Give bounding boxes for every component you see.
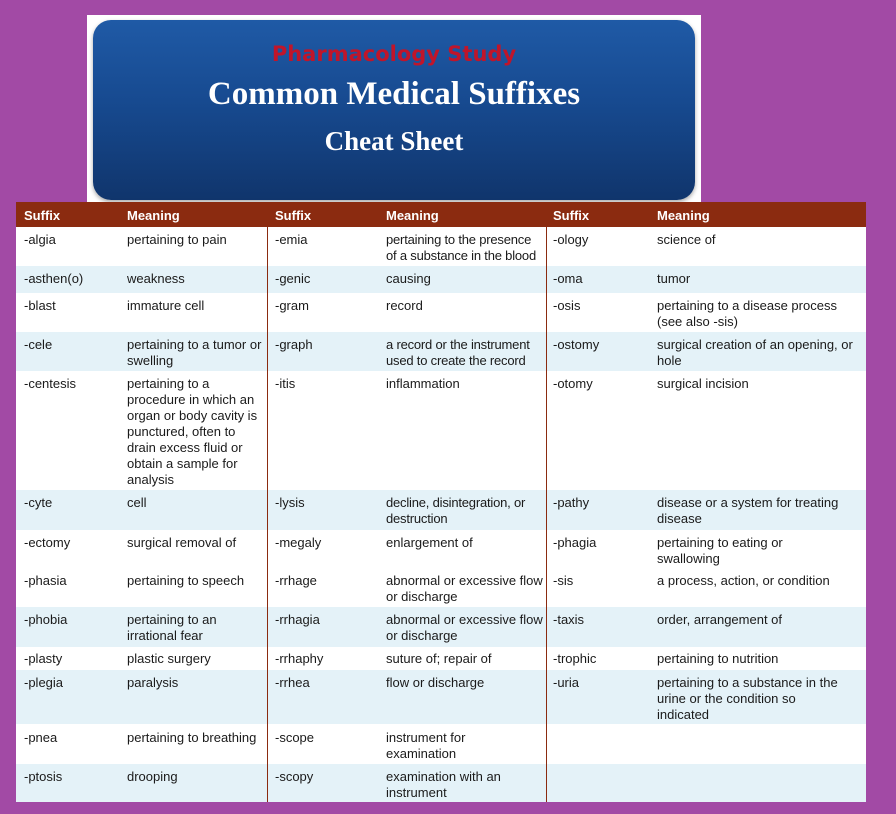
meaning-cell: pertaining to a disease process (see also -sis) — [657, 298, 837, 329]
suffix-cell: -ectomy — [24, 535, 71, 550]
meaning-cell: pertaining to an irrational fear — [127, 612, 217, 643]
column-divider — [546, 227, 547, 802]
header-suffix-1: Suffix — [24, 208, 61, 223]
meaning-cell: record — [386, 298, 423, 313]
suffix-cell: -oma — [553, 271, 583, 286]
meaning-cell: enlargement of — [386, 535, 473, 550]
suffix-cell: -ology — [553, 232, 589, 247]
meaning-cell: surgical creation of an opening, or hole — [657, 337, 853, 368]
suffix-cell: -plasty — [24, 651, 63, 666]
suffix-cell: -rrhaphy — [275, 651, 324, 666]
suffix-cell: -asthen(o) — [24, 271, 84, 286]
meaning-cell: suture of; repair of — [386, 651, 492, 666]
suffix-cell: -ptosis — [24, 769, 63, 784]
meaning-cell: examination with an instrument — [386, 769, 501, 800]
meaning-cell: pertaining to a procedure in which an organ or body cavity is punctured, often to drain excess fluid or obtain a sample for analysis — [127, 376, 258, 487]
suffix-cell: -phobia — [24, 612, 68, 627]
meaning-cell: drooping — [127, 769, 178, 784]
suffix-cell: -algia — [24, 232, 56, 247]
column-divider — [267, 227, 268, 802]
meaning-cell: abnormal or excessive flow or discharge — [386, 573, 543, 604]
suffix-cell: -uria — [553, 675, 580, 690]
meaning-cell: order, arrangement of — [657, 612, 783, 627]
suffix-cell: -rrhage — [275, 573, 317, 588]
suffix-cell: -rrhagia — [275, 612, 320, 627]
suffix-cell: -emia — [275, 232, 308, 247]
header-meaning-1: Meaning — [127, 208, 180, 223]
meaning-cell: science of — [657, 232, 716, 247]
suffix-cell: -phagia — [553, 535, 597, 550]
suffix-cell: -sis — [553, 573, 574, 588]
meaning-cell: disease or a system for treating disease — [657, 495, 839, 526]
table-header — [16, 202, 866, 227]
meaning-cell: decline, disintegration, or destruction — [386, 495, 526, 526]
meaning-cell: abnormal or excessive flow or discharge — [386, 612, 543, 643]
meaning-cell: pertaining to nutrition — [657, 651, 779, 666]
meaning-cell: plastic surgery — [127, 651, 211, 666]
suffix-cell: -scopy — [275, 769, 314, 784]
page-subtitle: Cheat Sheet — [324, 126, 464, 156]
suffix-cell: -cyte — [24, 495, 53, 510]
suffix-cell: -cele — [24, 337, 53, 352]
meaning-cell: a record or the instrument used to create the record — [386, 337, 530, 368]
suffix-cell: -taxis — [553, 612, 585, 627]
meaning-cell: flow or discharge — [386, 675, 485, 690]
meaning-cell: paralysis — [127, 675, 179, 690]
meaning-cell: pertaining to pain — [127, 232, 227, 247]
meaning-cell: tumor — [657, 271, 691, 286]
suffix-cell: -otomy — [553, 376, 593, 391]
suffix-cell: -genic — [275, 271, 311, 286]
suffix-cell: -gram — [275, 298, 309, 313]
meaning-cell: surgical removal of — [127, 535, 237, 550]
meaning-cell: inflammation — [386, 376, 460, 391]
suffix-cell: -pathy — [553, 495, 590, 510]
page-title: Common Medical Suffixes — [207, 76, 581, 112]
header-suffix-3: Suffix — [553, 208, 590, 223]
meaning-cell: causing — [386, 271, 431, 286]
suffix-cell: -megaly — [275, 535, 322, 550]
meaning-cell: pertaining to eating or swallowing — [657, 535, 783, 566]
suffix-cell: -lysis — [275, 495, 305, 510]
banner-topic: Pharmacology Study — [271, 42, 517, 66]
suffix-cell: -trophic — [553, 651, 597, 666]
suffix-cell: -osis — [553, 298, 581, 313]
meaning-cell: weakness — [127, 271, 185, 286]
suffix-cell: -blast — [24, 298, 56, 313]
meaning-cell: pertaining to a tumor or swelling — [127, 337, 262, 368]
meaning-cell: instrument for examination — [386, 730, 466, 761]
suffix-cell: -plegia — [24, 675, 64, 690]
meaning-cell: immature cell — [127, 298, 205, 313]
suffix-cell: -pnea — [24, 730, 58, 745]
suffix-cell: -rrhea — [275, 675, 310, 690]
suffix-cell: -centesis — [24, 376, 77, 391]
suffix-cell: -phasia — [24, 573, 67, 588]
title-banner — [93, 20, 695, 200]
meaning-cell: pertaining to speech — [127, 573, 245, 588]
meaning-cell: pertaining to breathing — [127, 730, 257, 745]
header-meaning-2: Meaning — [386, 208, 439, 223]
suffix-table — [16, 202, 866, 802]
meaning-cell: surgical incision — [657, 376, 749, 391]
suffix-cell: -itis — [275, 376, 296, 391]
suffix-cell: -scope — [275, 730, 315, 745]
suffix-cell: -ostomy — [553, 337, 600, 352]
meaning-cell: pertaining to the presence of a substance in the blood — [386, 232, 536, 263]
meaning-cell: pertaining to a substance in the urine or the condition so indicated — [657, 675, 838, 722]
header-suffix-2: Suffix — [275, 208, 312, 223]
meaning-cell: a process, action, or condition — [657, 573, 830, 588]
header-meaning-3: Meaning — [657, 208, 710, 223]
suffix-cell: -graph — [275, 337, 313, 352]
meaning-cell: cell — [127, 495, 147, 510]
